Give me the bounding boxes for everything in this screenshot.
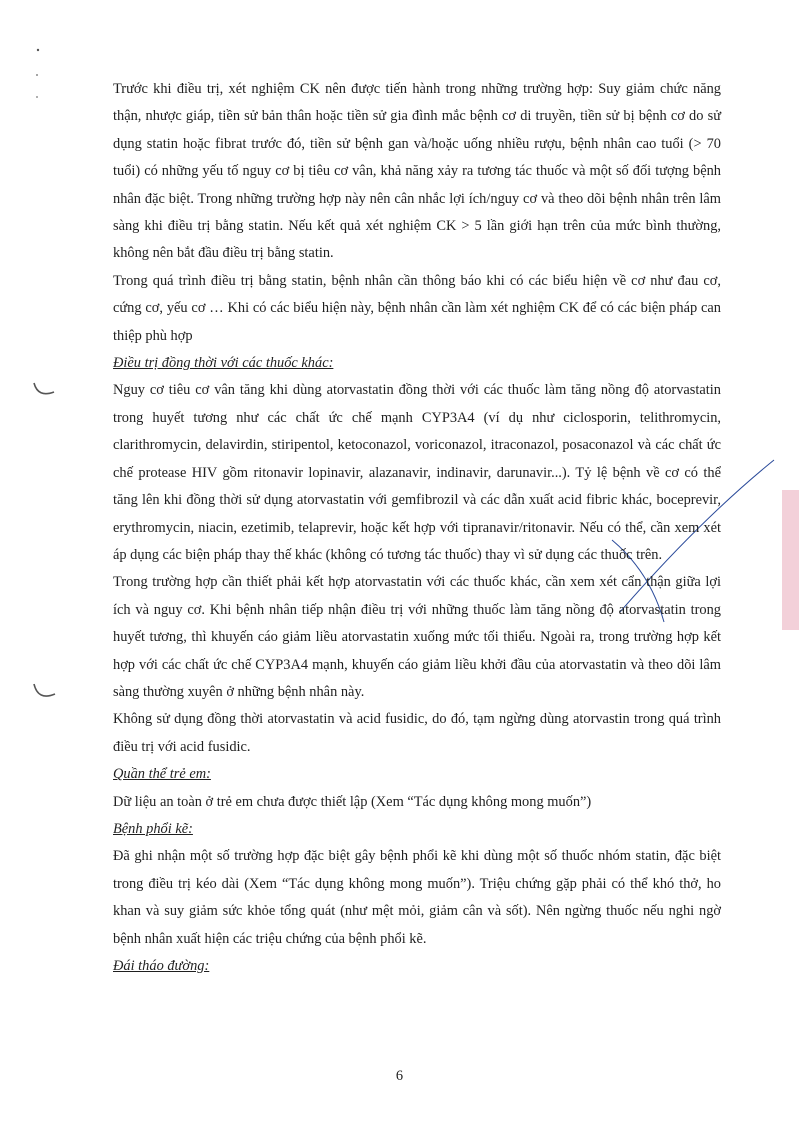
binding-hole-mark-lower — [34, 684, 55, 696]
punch-mark-top — [37, 49, 39, 51]
heading-pediatrics: Quần thể trẻ em: — [113, 766, 211, 783]
paragraph-ck-testing: Trước khi điều trị, xét nghiệm CK nên được tiến hành trong những trường hợp: Suy giảm chức năng thận, nhược giáp, tiền sử bản thân hoặc tiền sử gia đình mắc bệnh cơ di truyền, tiền sử bị bệnh cơ do sử dụng statin hoặc fibrat trước đó, tiền sử bệnh gan và/hoặc uống nhiều rượu, bệnh nhân cao tuổi (> 70 tuổi) có những yếu tố nguy cơ bị tiêu cơ vân, khả năng xảy ra tương tác thuốc và một số đối tượng bệnh nhân đặc biệt. Trong những trường hợp này nên cân nhắc lợi ích/nguy cơ và theo dõi bệnh nhân trên lâm sàng khi điều trị bằng statin. Nếu kết quả xét nghiệm CK > 5 lần giới hạn trên của mức bình thường, không nên bắt đầu điều trị bằng statin. — [113, 81, 721, 262]
punch-mark-upper — [36, 74, 38, 76]
paragraph-combination-caution: Trong trường hợp cần thiết phải kết hợp atorvastatin với các thuốc khác, cần xem xét cẩn thận giữa lợi ích và nguy cơ. Khi bệnh nhân tiếp nhận điều trị với những thuốc làm tăng nồng độ atorvastatin trong huyết tương, thì khuyến cáo giảm liều atorvastatin xuống mức tối thiểu. Ngoài ra, trong trường hợp kết hợp với các chất ức chế CYP3A4 mạnh, khuyến cáo giảm liều khởi đầu của atorvastatin và theo dõi lâm sàng thường xuyên ở những bệnh nhân này. — [113, 574, 721, 700]
stamp-fragment — [782, 490, 799, 630]
paragraph-fusidic-acid: Không sử dụng đồng thời atorvastatin và acid fusidic, do đó, tạm ngừng dùng atorvastin trong quá trình điều trị với acid fusidic. — [113, 711, 721, 755]
heading-interstitial-lung-disease: Bệnh phổi kẽ: — [113, 820, 193, 837]
heading-drug-interactions: Điều trị đồng thời với các thuốc khác: — [113, 355, 334, 372]
page-number: 6 — [395, 1068, 404, 1084]
paragraph-muscle-symptoms: Trong quá trình điều trị bằng statin, bệnh nhân cần thông báo khi có các biểu hiện về cơ như đau cơ, cứng cơ, yếu cơ … Khi có các biểu hiện này, bệnh nhân cần làm xét nghiệm CK để có các biện pháp can thiệp phù hợp — [113, 272, 721, 344]
paragraph-interstitial-lung-disease: Đã ghi nhận một số trường hợp đặc biệt gây bệnh phổi kẽ khi dùng một số thuốc nhóm statin, đặc biệt trong điều trị kéo dài (Xem “Tác dụng không mong muốn”). Triệu chứng gặp phải có thể khó thở, ho khan và suy giảm sức khỏe tổng quát (như mệt mỏi, giảm cân và sốt). Nên ngừng thuốc nếu nghi ngờ bệnh nhân xuất hiện các triệu chứng của bệnh phổi kẽ. — [113, 848, 721, 947]
punch-mark-upper-2 — [36, 96, 38, 98]
main-content — [113, 76, 721, 980]
paragraph-rhabdomyolysis-risk: Nguy cơ tiêu cơ vân tăng khi dùng atorvastatin đồng thời với các thuốc làm tăng nồng độ atorvastatin trong huyết tương như các chất ức chế mạnh CYP3A4 (ví dụ như ciclosporin, telithromycin, clarithromycin, delavirdin, stiripentol, ketoconazol, voriconazol, itraconazol, posaconazol và các chất ức chế protease HIV gồm ritonavir lopinavir, alazanavir, indinavir, darunavir...). Tỷ lệ bệnh về cơ có thể tăng lên khi đồng thời sử dụng atorvastatin với gemfibrozil và các dẫn xuất acid fibric khác, boceprevir, erythromycin, niacin, ezetimib, telaprevir, hoặc kết hợp với tipranavir/ritonavir. Nếu có thể, cần xem xét áp dụng các biện pháp thay thế khác (không có tương tác thuốc) thay vì sử dụng các thuốc trên. — [113, 382, 721, 563]
binding-hole-mark-upper — [34, 383, 54, 394]
paragraph-pediatric-safety: Dữ liệu an toàn ở trẻ em chưa được thiết lập (Xem “Tác dụng không mong muốn”) — [113, 793, 592, 810]
heading-diabetes: Đái tháo đường: — [113, 958, 210, 974]
